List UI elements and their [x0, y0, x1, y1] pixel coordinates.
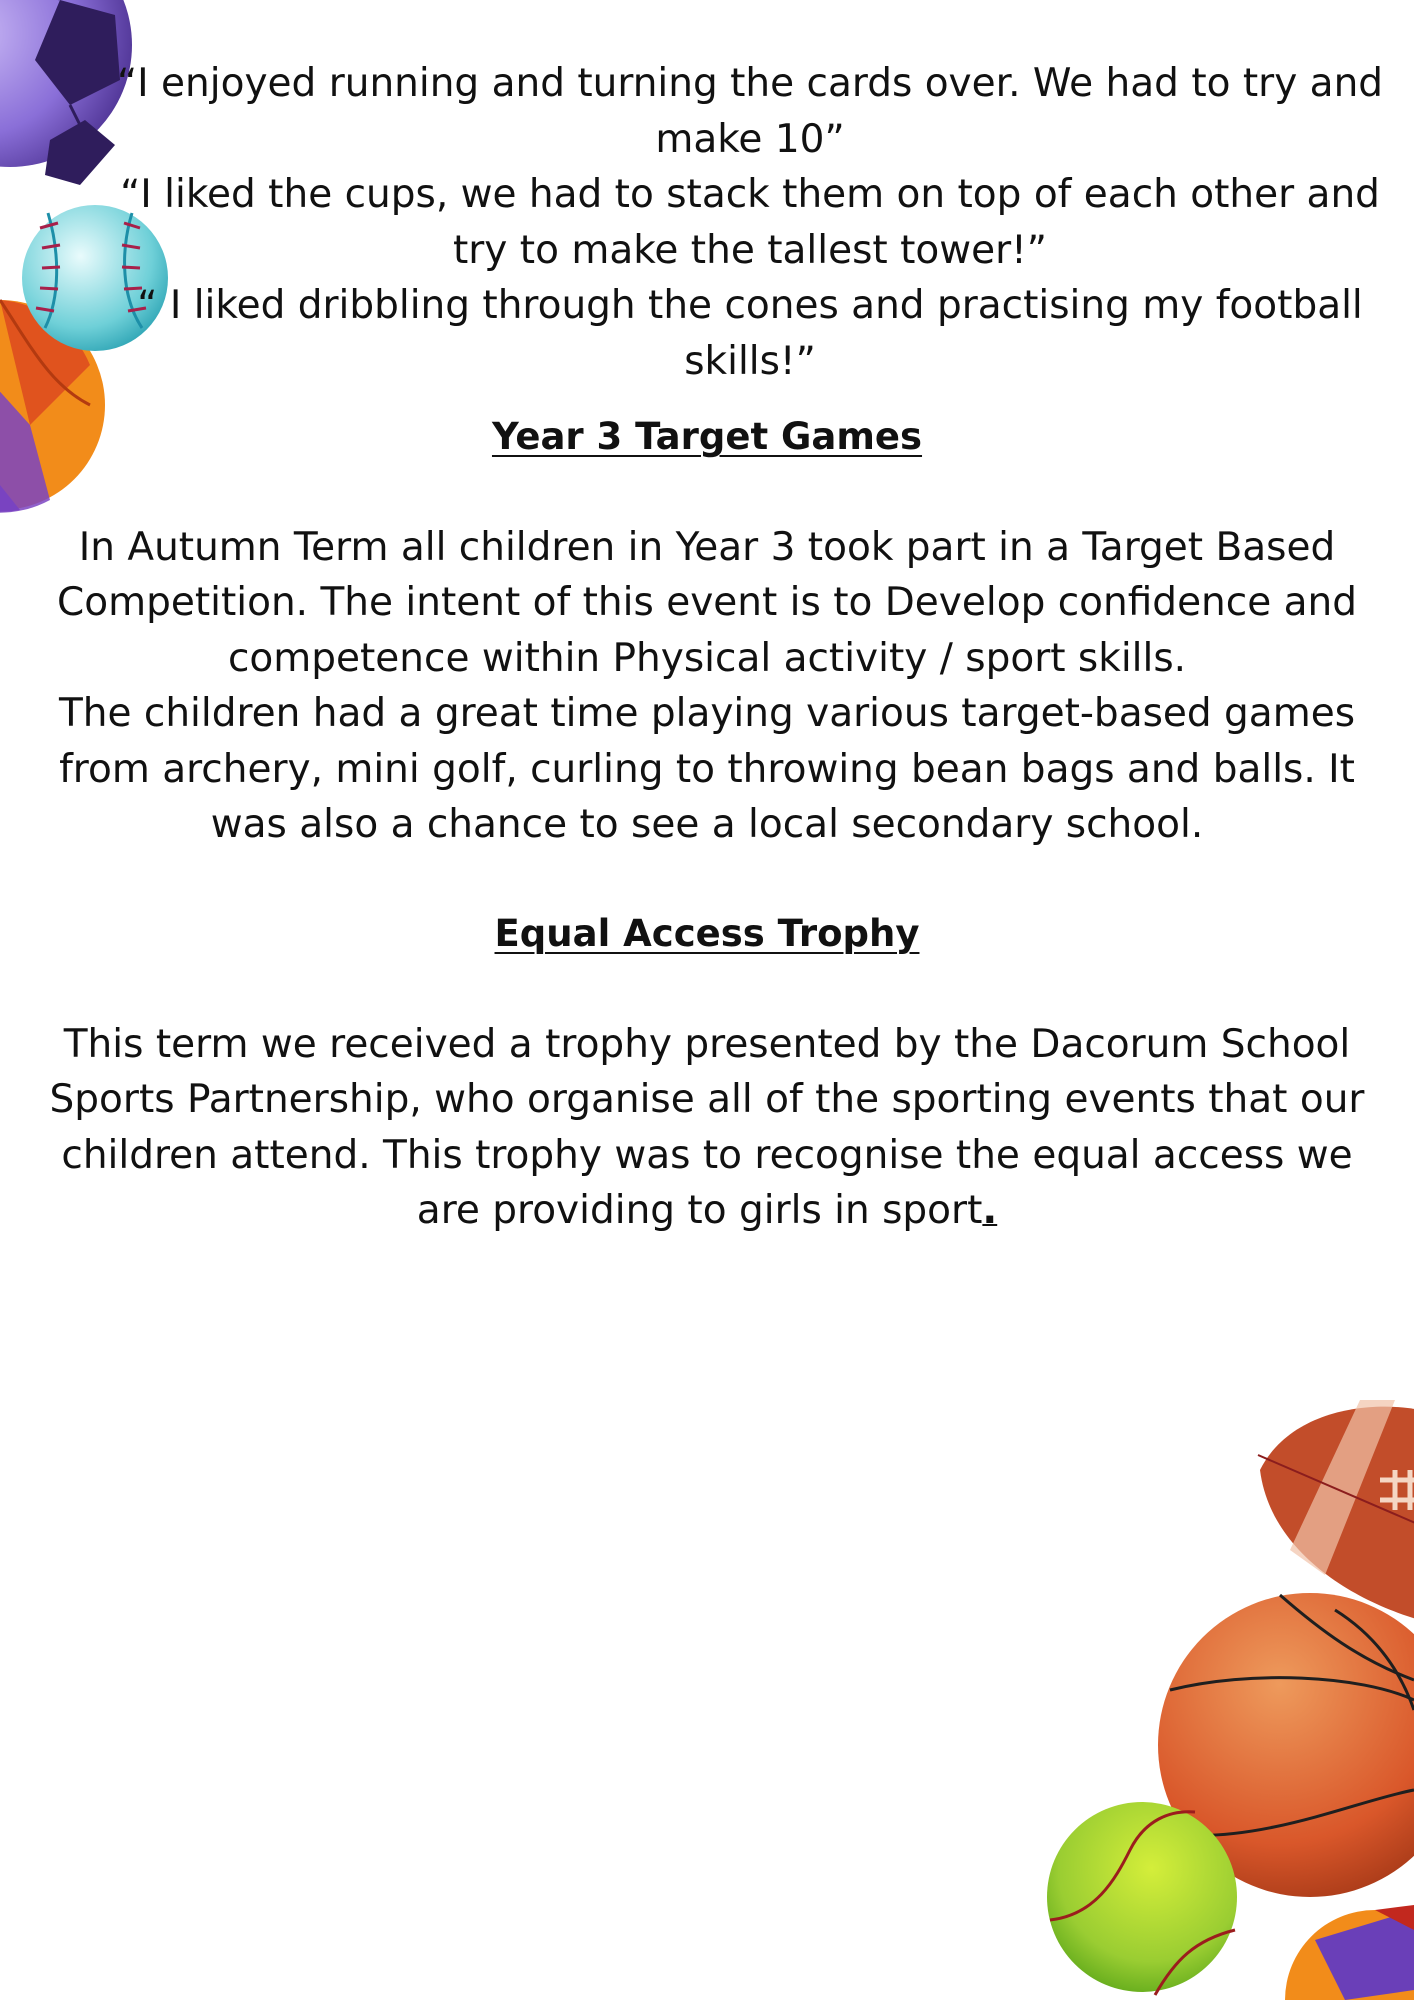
trophy-heading: Equal Access Trophy — [494, 912, 920, 955]
target-games-heading: Year 3 Target Games — [491, 415, 923, 458]
quote-3: “ I liked dribbling through the cones and practising my football skills!” — [137, 283, 1363, 384]
quote-1: “I enjoyed running and turning the cards over. We had to try and make 10” — [116, 61, 1384, 162]
pupil-quotes — [90, 56, 1410, 389]
trophy-section — [40, 906, 1374, 1239]
volleyball-corner-icon — [1275, 1900, 1414, 2000]
target-games-paragraph-1: In Autumn Term all children in Year 3 took part in a Target Based Competition. The intent of this event is to Develop confidence and competence within Physical activity / sport skills. — [57, 524, 1357, 681]
target-games-paragraph-2: The children had a great time playing various target-based games from archery, mini golf, curling to throwing bean bags and balls. It was also a chance to see a local secondary school. — [58, 691, 1356, 847]
target-games-section — [40, 409, 1374, 853]
trophy-final-punct: . — [982, 1188, 998, 1233]
quote-2: “I liked the cups, we had to stack them on top of each other and try to make the tallest tower!” — [120, 172, 1380, 273]
tennis-ball-icon — [1045, 1800, 1240, 2000]
trophy-paragraph: This term we received a trophy presented by the Dacorum School Sports Partnership, who organise all of the sporting events that our children attend. This trophy was to recognise the equal access we are providing to girls in sport — [49, 1021, 1365, 1233]
